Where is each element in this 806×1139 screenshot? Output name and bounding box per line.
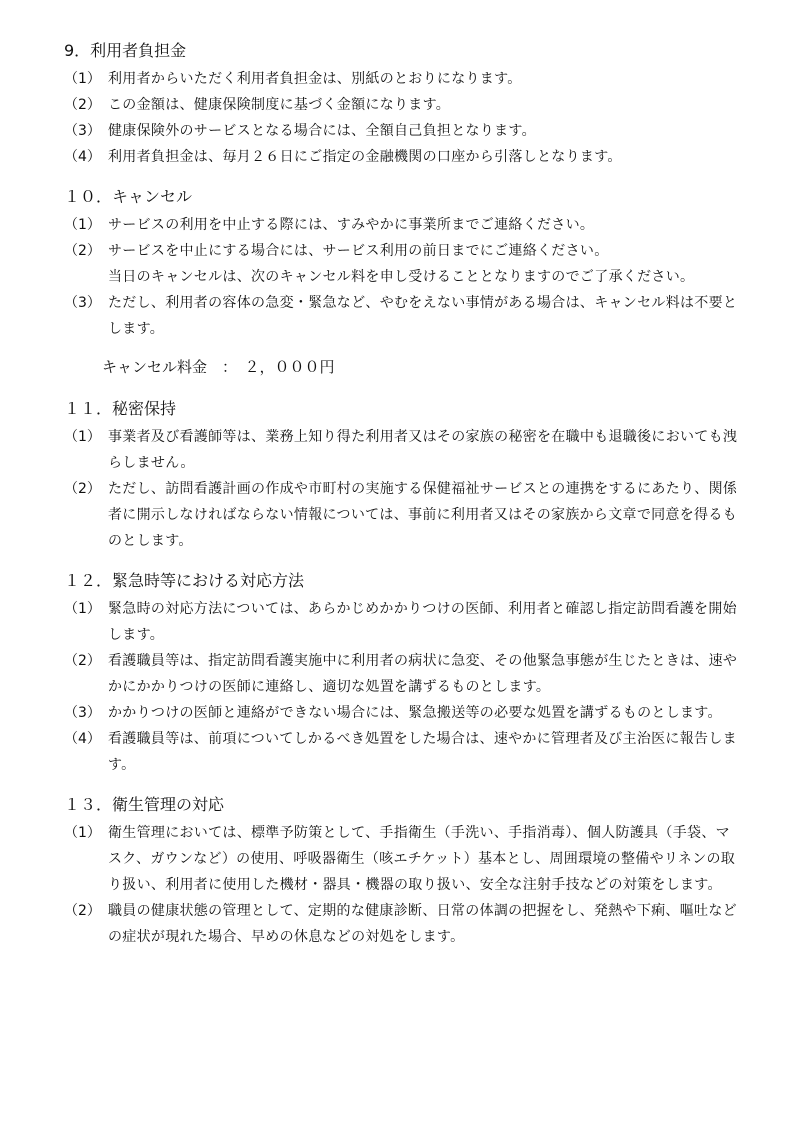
item-number: （3） xyxy=(64,123,101,139)
item-number: （1） xyxy=(64,217,101,233)
document-page xyxy=(64,40,744,966)
list-item xyxy=(64,66,744,92)
item-number: （1） xyxy=(64,71,101,87)
list-item xyxy=(64,476,744,554)
item-text xyxy=(108,238,744,290)
item-text: 利用者負担金は、毎月２６日にご指定の金融機関の口座から引落しとなります。 xyxy=(108,149,622,165)
item-text: ただし、訪問看護計画の作成や市町村の実施する保健福祉サービスとの連携をするにあたり、関係者に開示しなければならない情報については、事前に利用者又はその家族から文章で同意を得るものとします。 xyxy=(108,481,738,549)
item-text: 緊急時の対応方法については、あらかじめかかりつけの医師、利用者と確認し指定訪問看護を開始します。 xyxy=(108,601,737,643)
section-heading: 9．利用者負担金 xyxy=(64,41,187,60)
list-item xyxy=(64,118,744,144)
section-user-fees xyxy=(64,40,744,170)
section-cancellation xyxy=(64,186,744,380)
section-heading: １１．秘密保持 xyxy=(64,399,177,418)
list-item xyxy=(64,92,744,118)
item-text: 看護職員等は、前項についてしかるべき処置をした場合は、速やかに管理者及び主治医に報告します。 xyxy=(108,731,737,773)
item-number: （2） xyxy=(64,481,101,497)
section-hygiene-management xyxy=(64,794,744,950)
item-text-line: サービスを中止にする場合には、サービス利用の前日までにご連絡ください。 xyxy=(108,243,609,259)
section-heading: １３．衛生管理の対応 xyxy=(64,795,225,814)
list-item xyxy=(64,700,744,726)
list-item xyxy=(64,424,744,476)
list-item xyxy=(64,212,744,238)
list-item xyxy=(64,648,744,700)
item-number: （1） xyxy=(64,601,101,617)
item-text-line: 当日のキャンセルは、次のキャンセル料を申し受けることとなりますのでご了承ください。 xyxy=(108,269,695,285)
item-text: この金額は、健康保険制度に基づく金額になります。 xyxy=(108,97,451,113)
list-item xyxy=(64,726,744,778)
list-item xyxy=(64,596,744,648)
item-number: （2） xyxy=(64,653,101,669)
section-confidentiality xyxy=(64,398,744,554)
item-number: （4） xyxy=(64,731,101,747)
item-text: 職員の健康状態の管理として、定期的な健康診断、日常の体調の把握をし、発熱や下痢、嘔吐などの症状が現れた場合、早めの休息などの対処をします。 xyxy=(108,903,737,945)
item-number: （3） xyxy=(64,705,101,721)
item-text: 事業者及び看護師等は、業務上知り得た利用者又はその家族の秘密を在職中も退職後においても洩らしません。 xyxy=(108,429,738,471)
item-text: 衛生管理においては、標準予防策として、手指衛生（手洗い、手指消毒）、個人防護具（手袋、マスク、ガウンなど）の使用、呼吸器衛生（咳エチケット）基本とし、周囲環境の整備やリネンの取り扱い、利用者に使用した機材・器具・機器の取り扱い、安全な注射手技などの対策をします。 xyxy=(108,825,736,893)
item-text: 健康保険外のサービスとなる場合には、全額自己負担となります。 xyxy=(108,123,536,139)
list-item xyxy=(64,238,744,290)
item-text: かかりつけの医師と連絡ができない場合には、緊急搬送等の必要な処置を講ずるものとします。 xyxy=(108,705,722,721)
item-text: サービスの利用を中止する際には、すみやかに事業所までご連絡ください。 xyxy=(108,217,595,233)
section-heading: １２．緊急時等における対応方法 xyxy=(64,571,305,590)
item-number: （2） xyxy=(64,97,101,113)
item-number: （1） xyxy=(64,825,101,841)
list-item xyxy=(64,820,744,898)
item-number: （4） xyxy=(64,149,101,165)
list-item xyxy=(64,898,744,950)
list-item xyxy=(64,290,744,342)
section-emergency-response xyxy=(64,570,744,778)
item-text: ただし、利用者の容体の急変・緊急など、やむをえない事情がある場合は、キャンセル料は不要とします。 xyxy=(108,295,738,337)
item-number: （2） xyxy=(64,243,101,259)
cancellation-fee: キャンセル料金 ： ２，０００円 xyxy=(102,358,335,376)
item-text: 看護職員等は、指定訪問看護実施中に利用者の病状に急変、その他緊急事態が生じたときは、速やかにかかりつけの医師に連絡し、適切な処置を講ずるものとします。 xyxy=(108,653,738,695)
item-number: （1） xyxy=(64,429,101,445)
item-text: 利用者からいただく利用者負担金は、別紙のとおりになります。 xyxy=(108,71,522,87)
item-number: （2） xyxy=(64,903,101,919)
item-number: （3） xyxy=(64,295,101,311)
list-item xyxy=(64,144,744,170)
section-heading: １０．キャンセル xyxy=(64,187,193,206)
